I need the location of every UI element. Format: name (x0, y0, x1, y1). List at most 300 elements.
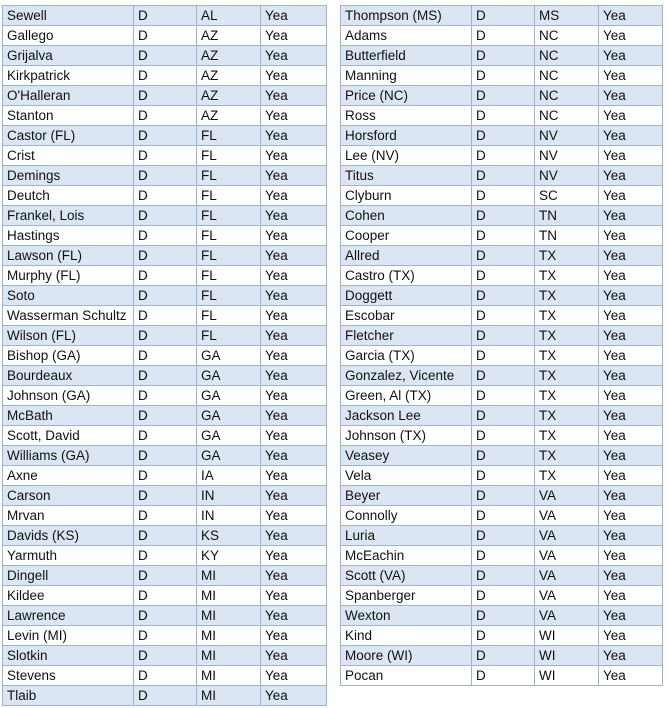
table-row (3, 86, 327, 106)
table-row (341, 206, 663, 226)
state-cell: FL (197, 206, 261, 226)
state-cell: TX (535, 286, 599, 306)
member-name-cell: Lawson (FL) (3, 246, 134, 266)
table-row (3, 46, 327, 66)
table-row (341, 566, 663, 586)
state-cell: MI (197, 586, 261, 606)
state-cell: GA (197, 446, 261, 466)
vote-cell: Yea (261, 486, 327, 506)
party-cell: D (134, 566, 197, 586)
vote-cell: Yea (261, 546, 327, 566)
state-cell: TX (535, 306, 599, 326)
state-cell: FL (197, 126, 261, 146)
state-cell: IA (197, 466, 261, 486)
vote-cell: Yea (261, 226, 327, 246)
member-name-cell: Spanberger (341, 586, 472, 606)
member-name-cell: Allred (341, 246, 472, 266)
state-cell: AL (197, 6, 261, 26)
member-name-cell: Tlaib (3, 686, 134, 706)
member-name-cell: Frankel, Lois (3, 206, 134, 226)
state-cell: TX (535, 366, 599, 386)
table-row (3, 626, 327, 646)
member-name-cell: Veasey (341, 446, 472, 466)
vote-cell: Yea (261, 166, 327, 186)
vote-cell: Yea (599, 606, 663, 626)
member-name-cell: Mrvan (3, 506, 134, 526)
state-cell: WI (535, 646, 599, 666)
vote-cell: Yea (599, 6, 663, 26)
table-row (3, 606, 327, 626)
party-cell: D (472, 126, 535, 146)
member-name-cell: Bourdeaux (3, 366, 134, 386)
party-cell: D (134, 166, 197, 186)
state-cell: KS (197, 526, 261, 546)
member-name-cell: Gallego (3, 26, 134, 46)
member-name-cell: Murphy (FL) (3, 266, 134, 286)
table-row (341, 166, 663, 186)
party-cell: D (134, 546, 197, 566)
vote-cell: Yea (261, 146, 327, 166)
party-cell: D (134, 246, 197, 266)
member-name-cell: Connolly (341, 506, 472, 526)
member-name-cell: Titus (341, 166, 472, 186)
state-cell: FL (197, 266, 261, 286)
table-row (341, 46, 663, 66)
party-cell: D (134, 186, 197, 206)
table-row (341, 406, 663, 426)
member-name-cell: Manning (341, 66, 472, 86)
table-row (341, 306, 663, 326)
member-name-cell: Price (NC) (341, 86, 472, 106)
table-row (341, 266, 663, 286)
party-cell: D (134, 466, 197, 486)
vote-cell: Yea (261, 46, 327, 66)
table-row (341, 326, 663, 346)
vote-cell: Yea (599, 386, 663, 406)
table-row (341, 606, 663, 626)
party-cell: D (134, 686, 197, 706)
state-cell: FL (197, 226, 261, 246)
member-name-cell: Axne (3, 466, 134, 486)
state-cell: TN (535, 206, 599, 226)
table-row (3, 246, 327, 266)
table-row (3, 146, 327, 166)
state-cell: GA (197, 426, 261, 446)
state-cell: TX (535, 466, 599, 486)
table-row (3, 66, 327, 86)
vote-cell: Yea (261, 246, 327, 266)
member-name-cell: Wilson (FL) (3, 326, 134, 346)
member-name-cell: Luria (341, 526, 472, 546)
table-row (341, 246, 663, 266)
table-row (341, 106, 663, 126)
member-name-cell: Fletcher (341, 326, 472, 346)
vote-cell: Yea (599, 406, 663, 426)
vote-cell: Yea (261, 526, 327, 546)
member-name-cell: Cohen (341, 206, 472, 226)
party-cell: D (472, 666, 535, 686)
table-row (3, 526, 327, 546)
party-cell: D (472, 326, 535, 346)
table-row (341, 506, 663, 526)
party-cell: D (134, 586, 197, 606)
table-row (341, 486, 663, 506)
table-row (341, 86, 663, 106)
party-cell: D (472, 66, 535, 86)
member-name-cell: Dingell (3, 566, 134, 586)
state-cell: GA (197, 386, 261, 406)
member-name-cell: Wexton (341, 606, 472, 626)
vote-cell: Yea (261, 686, 327, 706)
vote-cell: Yea (261, 6, 327, 26)
party-cell: D (472, 646, 535, 666)
table-row (3, 586, 327, 606)
party-cell: D (472, 246, 535, 266)
member-name-cell: Bishop (GA) (3, 346, 134, 366)
state-cell: MI (197, 606, 261, 626)
vote-cell: Yea (261, 186, 327, 206)
table-row (3, 486, 327, 506)
vote-cell: Yea (599, 66, 663, 86)
state-cell: NC (535, 106, 599, 126)
member-name-cell: Kirkpatrick (3, 66, 134, 86)
member-name-cell: Soto (3, 286, 134, 306)
party-cell: D (472, 86, 535, 106)
member-name-cell: Ross (341, 106, 472, 126)
party-cell: D (472, 466, 535, 486)
party-cell: D (134, 626, 197, 646)
member-name-cell: Wasserman Schultz (3, 306, 134, 326)
party-cell: D (134, 346, 197, 366)
member-name-cell: Yarmuth (3, 546, 134, 566)
party-cell: D (472, 406, 535, 426)
party-cell: D (472, 566, 535, 586)
table-row (3, 206, 327, 226)
party-cell: D (134, 26, 197, 46)
vote-cell: Yea (261, 266, 327, 286)
party-cell: D (134, 126, 197, 146)
member-name-cell: Horsford (341, 126, 472, 146)
member-name-cell: Moore (WI) (341, 646, 472, 666)
member-name-cell: Johnson (GA) (3, 386, 134, 406)
vote-cell: Yea (599, 266, 663, 286)
table-row (341, 646, 663, 666)
member-name-cell: Lawrence (3, 606, 134, 626)
party-cell: D (472, 166, 535, 186)
state-cell: TX (535, 386, 599, 406)
state-cell: MI (197, 646, 261, 666)
member-name-cell: Butterfield (341, 46, 472, 66)
vote-cell: Yea (599, 186, 663, 206)
table-row (3, 166, 327, 186)
state-cell: WI (535, 626, 599, 646)
state-cell: NC (535, 26, 599, 46)
table-row (341, 546, 663, 566)
party-cell: D (472, 366, 535, 386)
table-row (341, 186, 663, 206)
vote-cell: Yea (261, 346, 327, 366)
vote-cell: Yea (261, 106, 327, 126)
member-name-cell: Escobar (341, 306, 472, 326)
state-cell: NV (535, 166, 599, 186)
state-cell: FL (197, 326, 261, 346)
state-cell: FL (197, 246, 261, 266)
table-row (341, 6, 663, 26)
vote-cell: Yea (599, 26, 663, 46)
vote-cell: Yea (599, 226, 663, 246)
table-row (341, 126, 663, 146)
party-cell: D (134, 306, 197, 326)
member-name-cell: Stanton (3, 106, 134, 126)
state-cell: VA (535, 546, 599, 566)
state-cell: FL (197, 146, 261, 166)
table-row (3, 286, 327, 306)
table-row (341, 626, 663, 646)
party-cell: D (472, 506, 535, 526)
vote-cell: Yea (599, 586, 663, 606)
party-cell: D (472, 546, 535, 566)
table-row (341, 366, 663, 386)
member-name-cell: McBath (3, 406, 134, 426)
table-row (341, 586, 663, 606)
state-cell: VA (535, 526, 599, 546)
member-name-cell: Lee (NV) (341, 146, 472, 166)
vote-cell: Yea (261, 286, 327, 306)
table-row (341, 446, 663, 466)
vote-table-left-body (3, 6, 327, 706)
member-name-cell: Davids (KS) (3, 526, 134, 546)
state-cell: TX (535, 246, 599, 266)
state-cell: AZ (197, 26, 261, 46)
state-cell: FL (197, 186, 261, 206)
member-name-cell: Vela (341, 466, 472, 486)
state-cell: FL (197, 286, 261, 306)
vote-cell: Yea (599, 466, 663, 486)
vote-cell: Yea (261, 306, 327, 326)
member-name-cell: Hastings (3, 226, 134, 246)
party-cell: D (472, 446, 535, 466)
table-row (3, 226, 327, 246)
state-cell: TN (535, 226, 599, 246)
vote-cell: Yea (261, 386, 327, 406)
vote-cell: Yea (261, 406, 327, 426)
vote-cell: Yea (261, 566, 327, 586)
state-cell: TX (535, 446, 599, 466)
state-cell: TX (535, 426, 599, 446)
table-row (3, 366, 327, 386)
vote-cell: Yea (599, 646, 663, 666)
party-cell: D (472, 606, 535, 626)
state-cell: KY (197, 546, 261, 566)
vote-cell: Yea (599, 526, 663, 546)
table-row (3, 386, 327, 406)
state-cell: MI (197, 566, 261, 586)
party-cell: D (134, 6, 197, 26)
party-cell: D (472, 6, 535, 26)
table-row (3, 106, 327, 126)
member-name-cell: Beyer (341, 486, 472, 506)
member-name-cell: O'Halleran (3, 86, 134, 106)
vote-cell: Yea (261, 126, 327, 146)
table-row (3, 466, 327, 486)
vote-cell: Yea (261, 606, 327, 626)
table-row (3, 646, 327, 666)
party-cell: D (472, 526, 535, 546)
table-row (3, 306, 327, 326)
member-name-cell: Johnson (TX) (341, 426, 472, 446)
vote-cell: Yea (599, 486, 663, 506)
party-cell: D (472, 146, 535, 166)
party-cell: D (134, 226, 197, 246)
vote-cell: Yea (599, 566, 663, 586)
vote-cell: Yea (599, 286, 663, 306)
table-row (3, 126, 327, 146)
party-cell: D (472, 286, 535, 306)
party-cell: D (472, 266, 535, 286)
member-name-cell: Castro (TX) (341, 266, 472, 286)
state-cell: FL (197, 166, 261, 186)
vote-table-left (2, 5, 327, 706)
state-cell: NV (535, 146, 599, 166)
party-cell: D (134, 106, 197, 126)
vote-cell: Yea (261, 646, 327, 666)
vote-cell: Yea (261, 66, 327, 86)
member-name-cell: Grijalva (3, 46, 134, 66)
member-name-cell: Clyburn (341, 186, 472, 206)
member-name-cell: Stevens (3, 666, 134, 686)
party-cell: D (134, 286, 197, 306)
state-cell: AZ (197, 86, 261, 106)
vote-cell: Yea (261, 666, 327, 686)
member-name-cell: Adams (341, 26, 472, 46)
vote-cell: Yea (599, 446, 663, 466)
state-cell: TX (535, 326, 599, 346)
party-cell: D (134, 266, 197, 286)
vote-cell: Yea (599, 426, 663, 446)
state-cell: NV (535, 126, 599, 146)
state-cell: AZ (197, 66, 261, 86)
party-cell: D (472, 586, 535, 606)
vote-cell: Yea (599, 546, 663, 566)
vote-cell: Yea (261, 26, 327, 46)
state-cell: VA (535, 506, 599, 526)
vote-cell: Yea (599, 326, 663, 346)
member-name-cell: Sewell (3, 6, 134, 26)
table-row (3, 546, 327, 566)
table-row (3, 346, 327, 366)
table-row (341, 146, 663, 166)
state-cell: VA (535, 586, 599, 606)
vote-table-right-body (341, 6, 663, 686)
party-cell: D (134, 486, 197, 506)
vote-cell: Yea (599, 346, 663, 366)
vote-cell: Yea (599, 626, 663, 646)
state-cell: GA (197, 366, 261, 386)
state-cell: NC (535, 46, 599, 66)
vote-cell: Yea (599, 306, 663, 326)
vote-cell: Yea (261, 426, 327, 446)
member-name-cell: Slotkin (3, 646, 134, 666)
table-row (3, 686, 327, 706)
table-row (341, 346, 663, 366)
table-row (341, 286, 663, 306)
vote-cell: Yea (599, 86, 663, 106)
member-name-cell: Carson (3, 486, 134, 506)
party-cell: D (134, 606, 197, 626)
vote-cell: Yea (261, 446, 327, 466)
party-cell: D (472, 486, 535, 506)
vote-cell: Yea (261, 506, 327, 526)
member-name-cell: Deutch (3, 186, 134, 206)
party-cell: D (134, 206, 197, 226)
table-row (3, 326, 327, 346)
party-cell: D (134, 46, 197, 66)
vote-cell: Yea (599, 146, 663, 166)
vote-cell: Yea (261, 86, 327, 106)
state-cell: MS (535, 6, 599, 26)
state-cell: TX (535, 406, 599, 426)
state-cell: MI (197, 686, 261, 706)
party-cell: D (472, 426, 535, 446)
party-cell: D (134, 386, 197, 406)
state-cell: NC (535, 66, 599, 86)
table-row (341, 666, 663, 686)
vote-cell: Yea (599, 206, 663, 226)
state-cell: NC (535, 86, 599, 106)
member-name-cell: Castor (FL) (3, 126, 134, 146)
state-cell: WI (535, 666, 599, 686)
table-row (341, 426, 663, 446)
party-cell: D (472, 206, 535, 226)
member-name-cell: Garcia (TX) (341, 346, 472, 366)
table-row (3, 6, 327, 26)
party-cell: D (472, 346, 535, 366)
member-name-cell: Demings (3, 166, 134, 186)
party-cell: D (134, 446, 197, 466)
vote-cell: Yea (599, 506, 663, 526)
party-cell: D (134, 666, 197, 686)
state-cell: MI (197, 666, 261, 686)
member-name-cell: Scott (VA) (341, 566, 472, 586)
table-row (3, 426, 327, 446)
state-cell: MI (197, 626, 261, 646)
member-name-cell: Williams (GA) (3, 446, 134, 466)
state-cell: VA (535, 486, 599, 506)
vote-cell: Yea (261, 206, 327, 226)
member-name-cell: Jackson Lee (341, 406, 472, 426)
member-name-cell: Thompson (MS) (341, 6, 472, 26)
table-row (341, 226, 663, 246)
state-cell: TX (535, 346, 599, 366)
vote-cell: Yea (599, 46, 663, 66)
table-row (3, 666, 327, 686)
table-row (3, 26, 327, 46)
state-cell: AZ (197, 46, 261, 66)
member-name-cell: Gonzalez, Vicente (341, 366, 472, 386)
state-cell: GA (197, 346, 261, 366)
state-cell: VA (535, 606, 599, 626)
state-cell: GA (197, 406, 261, 426)
state-cell: AZ (197, 106, 261, 126)
state-cell: TX (535, 266, 599, 286)
party-cell: D (472, 186, 535, 206)
vote-cell: Yea (261, 466, 327, 486)
state-cell: FL (197, 306, 261, 326)
state-cell: IN (197, 506, 261, 526)
table-row (341, 386, 663, 406)
member-name-cell: Cooper (341, 226, 472, 246)
party-cell: D (134, 146, 197, 166)
